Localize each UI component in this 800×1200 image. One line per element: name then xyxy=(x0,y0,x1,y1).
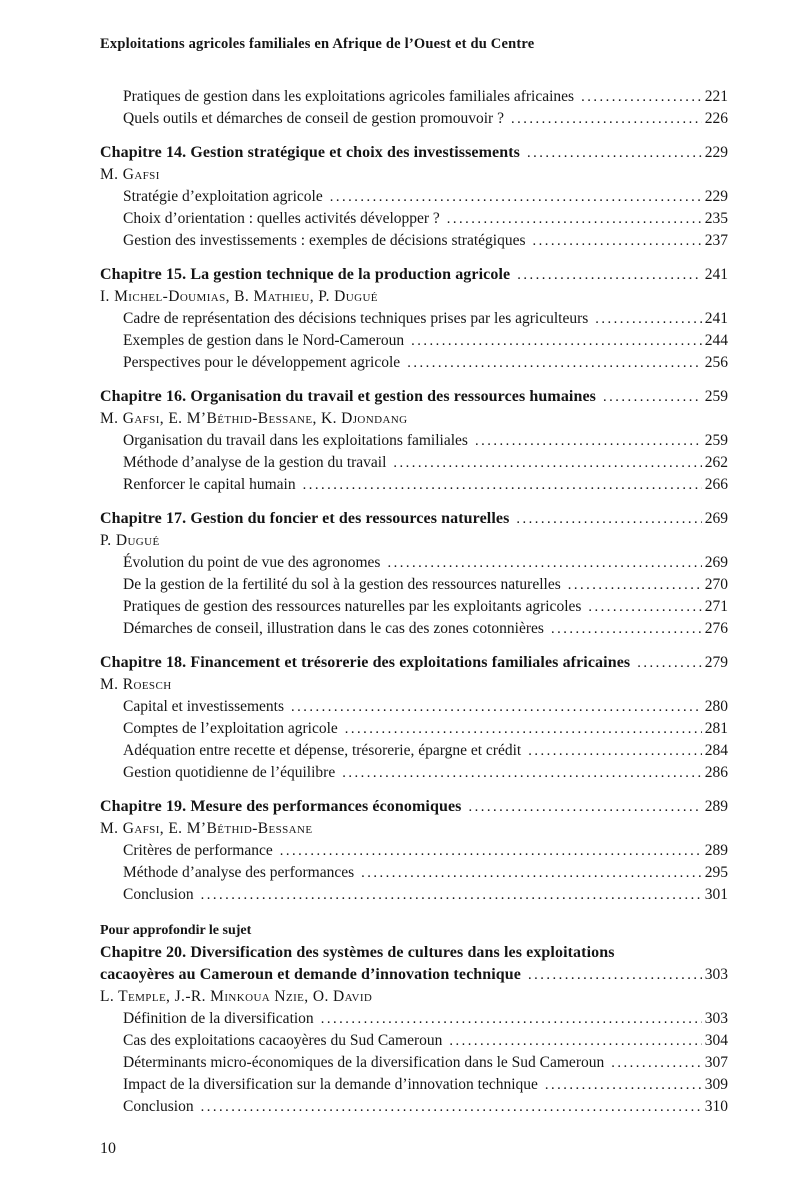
toc-entry-page: 229 xyxy=(704,188,728,205)
toc-entry-title: Renforcer le capital humain xyxy=(123,476,296,493)
toc-entry xyxy=(100,452,728,474)
chapter-heading xyxy=(100,652,728,674)
toc-entry xyxy=(100,1030,728,1052)
toc-entry xyxy=(100,352,728,374)
toc-entry-page: 271 xyxy=(704,598,728,615)
toc-entry-title: Gestion des investissements : exemples de décisions stratégiques xyxy=(123,232,526,249)
toc-entry-title: Méthode d’analyse de la gestion du travail xyxy=(123,454,387,471)
toc-entry xyxy=(100,740,728,762)
dot-leader xyxy=(517,264,702,286)
toc-entry xyxy=(100,574,728,596)
dot-leader xyxy=(361,862,702,884)
toc-entry xyxy=(100,884,728,906)
toc-entry-page: 295 xyxy=(704,864,728,881)
chapter-page: 279 xyxy=(704,654,728,671)
toc-entry-title: Conclusion xyxy=(123,886,194,903)
dot-leader xyxy=(516,508,701,530)
toc-entry xyxy=(100,618,728,640)
section-label: Pour approfondir le sujet xyxy=(100,923,252,938)
dot-leader xyxy=(595,308,701,330)
toc-entry-title: Conclusion xyxy=(123,1098,194,1115)
toc-entry xyxy=(100,862,728,884)
toc-entry-title: Choix d’orientation : quelles activités développer ? xyxy=(123,210,440,227)
toc-entry-page: 266 xyxy=(704,476,728,493)
toc-entry-title: Quels outils et démarches de conseil de gestion promouvoir ? xyxy=(123,110,504,127)
chapter-authors: M. Gafsi, E. M’Béthid-Bessane, K. Djondang xyxy=(100,410,408,427)
toc-entry xyxy=(100,308,728,330)
chapter-title-line2: cacaoyères au Cameroun et demande d’innovation technique xyxy=(100,966,522,983)
chapter-title: Chapitre 18. Financement et trésorerie des exploitations familiales africaines xyxy=(100,654,631,671)
toc-entry xyxy=(100,552,728,574)
chapter-authors: M. Gafsi, E. M’Béthid-Bessane xyxy=(100,820,313,837)
dot-leader xyxy=(588,596,701,618)
chapter-block-15 xyxy=(100,264,728,374)
toc-entry xyxy=(100,1008,728,1030)
dot-leader xyxy=(330,186,702,208)
chapter-title-line1: Chapitre 20. Diversification des systèmes de cultures dans les exploitations xyxy=(100,944,615,961)
dot-leader xyxy=(511,108,702,130)
toc-entry-page: 304 xyxy=(704,1032,728,1049)
toc-entry-title: De la gestion de la fertilité du sol à la gestion des ressources naturelles xyxy=(123,576,561,593)
dot-leader xyxy=(393,452,701,474)
toc-entry-page: 310 xyxy=(704,1098,728,1115)
chapter-title: Chapitre 17. Gestion du foncier et des ressources naturelles xyxy=(100,510,510,527)
toc-entry-page: 270 xyxy=(704,576,728,593)
toc-entry-page: 276 xyxy=(704,620,728,637)
chapter-title: Chapitre 16. Organisation du travail et gestion des ressources humaines xyxy=(100,388,597,405)
chapter-heading xyxy=(100,796,728,818)
dot-leader xyxy=(533,230,702,252)
chapter-page: 289 xyxy=(704,798,728,815)
dot-leader xyxy=(527,142,702,164)
toc-entry xyxy=(100,186,728,208)
toc-entry-page: 286 xyxy=(704,764,728,781)
toc-entry-title: Cadre de représentation des décisions techniques prises par les agriculteurs xyxy=(123,310,589,327)
chapter-page: 259 xyxy=(704,388,728,405)
dot-leader xyxy=(545,1074,702,1096)
toc-entry xyxy=(100,596,728,618)
dot-leader xyxy=(637,652,702,674)
toc-entry-title: Adéquation entre recette et dépense, trésorerie, épargne et crédit xyxy=(123,742,522,759)
toc-entry xyxy=(100,1074,728,1096)
chapter-heading xyxy=(100,264,728,286)
chapter-heading xyxy=(100,142,728,164)
dot-leader xyxy=(611,1052,702,1074)
dot-leader xyxy=(551,618,702,640)
dot-leader xyxy=(449,1030,701,1052)
chapter-block-18 xyxy=(100,652,728,784)
toc-entry xyxy=(100,762,728,784)
chapter-heading xyxy=(100,386,728,408)
toc-entry-page: 259 xyxy=(704,432,728,449)
toc-entry-page: 284 xyxy=(704,742,728,759)
dot-leader xyxy=(528,740,702,762)
chapter-block-20 xyxy=(100,942,728,1118)
toc-entry-page: 303 xyxy=(704,1010,728,1027)
toc-entry-page: 281 xyxy=(704,720,728,737)
toc-entry-title: Déterminants micro-économiques de la diversification dans le Sud Cameroun xyxy=(123,1054,605,1071)
chapter-block-16 xyxy=(100,386,728,496)
toc-entry-title: Gestion quotidienne de l’équilibre xyxy=(123,764,336,781)
dot-leader xyxy=(291,696,702,718)
dot-leader xyxy=(303,474,702,496)
chapter-title: Chapitre 19. Mesure des performances économiques xyxy=(100,798,462,815)
toc-entry-title: Perspectives pour le développement agricole xyxy=(123,354,401,371)
dot-leader xyxy=(475,430,702,452)
dot-leader xyxy=(345,718,702,740)
dot-leader xyxy=(387,552,701,574)
toc-entry-title: Capital et investissements xyxy=(123,698,285,715)
toc-entry-page: 307 xyxy=(704,1054,728,1071)
chapter-authors: I. Michel-Doumias, B. Mathieu, P. Dugué xyxy=(100,288,378,305)
toc-entry xyxy=(100,108,728,130)
dot-leader xyxy=(407,352,702,374)
page-number: 10 xyxy=(100,1140,116,1157)
toc-entry-title: Pratiques de gestion des ressources naturelles par les exploitants agricoles xyxy=(123,598,582,615)
dot-leader xyxy=(603,386,702,408)
toc-entry-title: Définition de la diversification xyxy=(123,1010,314,1027)
toc-entry-page: 301 xyxy=(704,886,728,903)
dot-leader xyxy=(568,574,702,596)
dot-leader xyxy=(342,762,702,784)
toc-entry xyxy=(100,330,728,352)
toc-entry-title: Pratiques de gestion dans les exploitations agricoles familiales africaines xyxy=(123,88,575,105)
toc-entry-title: Méthode d’analyse des performances xyxy=(123,864,355,881)
chapter-block-14 xyxy=(100,142,728,252)
toc-entry-title: Impact de la diversification sur la demande d’innovation technique xyxy=(123,1076,538,1093)
toc-entry-title: Exemples de gestion dans le Nord-Cameroun xyxy=(123,332,405,349)
chapter-title: Chapitre 15. La gestion technique de la production agricole xyxy=(100,266,511,283)
running-header: Exploitations agricoles familiales en Afrique de l’Ouest et du Centre xyxy=(100,36,535,52)
chapter-page: 303 xyxy=(704,966,728,983)
dot-leader xyxy=(447,208,702,230)
toc-entry xyxy=(100,430,728,452)
toc-entry-title: Cas des exploitations cacaoyères du Sud Cameroun xyxy=(123,1032,443,1049)
dot-leader xyxy=(321,1008,702,1030)
toc-entry-page: 289 xyxy=(704,842,728,859)
chapter-title: Chapitre 14. Gestion stratégique et choix des investissements xyxy=(100,144,520,161)
chapter-authors: M. Gafsi xyxy=(100,166,160,183)
toc-entry-title: Stratégie d’exploitation agricole xyxy=(123,188,323,205)
chapter-authors: L. Temple, J.-R. Minkoua Nzie, O. David xyxy=(100,988,373,1005)
toc-entry xyxy=(100,696,728,718)
toc-entry xyxy=(100,840,728,862)
toc-entry xyxy=(100,86,728,108)
chapter-heading xyxy=(100,964,728,986)
toc-entry-page: 262 xyxy=(704,454,728,471)
toc-entry-title: Comptes de l’exploitation agricole xyxy=(123,720,338,737)
toc-entry-page: 280 xyxy=(704,698,728,715)
toc-entry-page: 237 xyxy=(704,232,728,249)
toc-intro-block xyxy=(100,86,728,130)
toc-entry-title: Critères de performance xyxy=(123,842,273,859)
dot-leader xyxy=(469,796,702,818)
dot-leader xyxy=(280,840,702,862)
chapter-heading xyxy=(100,508,728,530)
toc-entry xyxy=(100,474,728,496)
toc-entry xyxy=(100,230,728,252)
toc-entry-title: Démarches de conseil, illustration dans le cas des zones cotonnières xyxy=(123,620,544,637)
chapter-authors: M. Roesch xyxy=(100,676,172,693)
toc-entry-page: 269 xyxy=(704,554,728,571)
table-of-contents xyxy=(100,86,728,1118)
dot-leader xyxy=(581,86,702,108)
toc-entry-page: 256 xyxy=(704,354,728,371)
toc-entry-page: 241 xyxy=(704,310,728,327)
chapter-block-17 xyxy=(100,508,728,640)
chapter-page: 269 xyxy=(704,510,728,527)
toc-entry-page: 244 xyxy=(704,332,728,349)
dot-leader xyxy=(201,1096,702,1118)
toc-entry-page: 226 xyxy=(704,110,728,127)
chapter-page: 241 xyxy=(704,266,728,283)
dot-leader xyxy=(201,884,702,906)
dot-leader xyxy=(528,964,702,986)
toc-entry xyxy=(100,718,728,740)
dot-leader xyxy=(411,330,702,352)
chapter-page: 229 xyxy=(704,144,728,161)
chapter-block-19 xyxy=(100,796,728,906)
toc-entry-page: 235 xyxy=(704,210,728,227)
chapter-authors: P. Dugué xyxy=(100,532,160,549)
toc-entry xyxy=(100,1052,728,1074)
toc-entry-title: Évolution du point de vue des agronomes xyxy=(123,554,381,571)
toc-entry xyxy=(100,208,728,230)
toc-entry xyxy=(100,1096,728,1118)
toc-entry-page: 221 xyxy=(704,88,728,105)
toc-entry-page: 309 xyxy=(704,1076,728,1093)
toc-entry-title: Organisation du travail dans les exploitations familiales xyxy=(123,432,468,449)
